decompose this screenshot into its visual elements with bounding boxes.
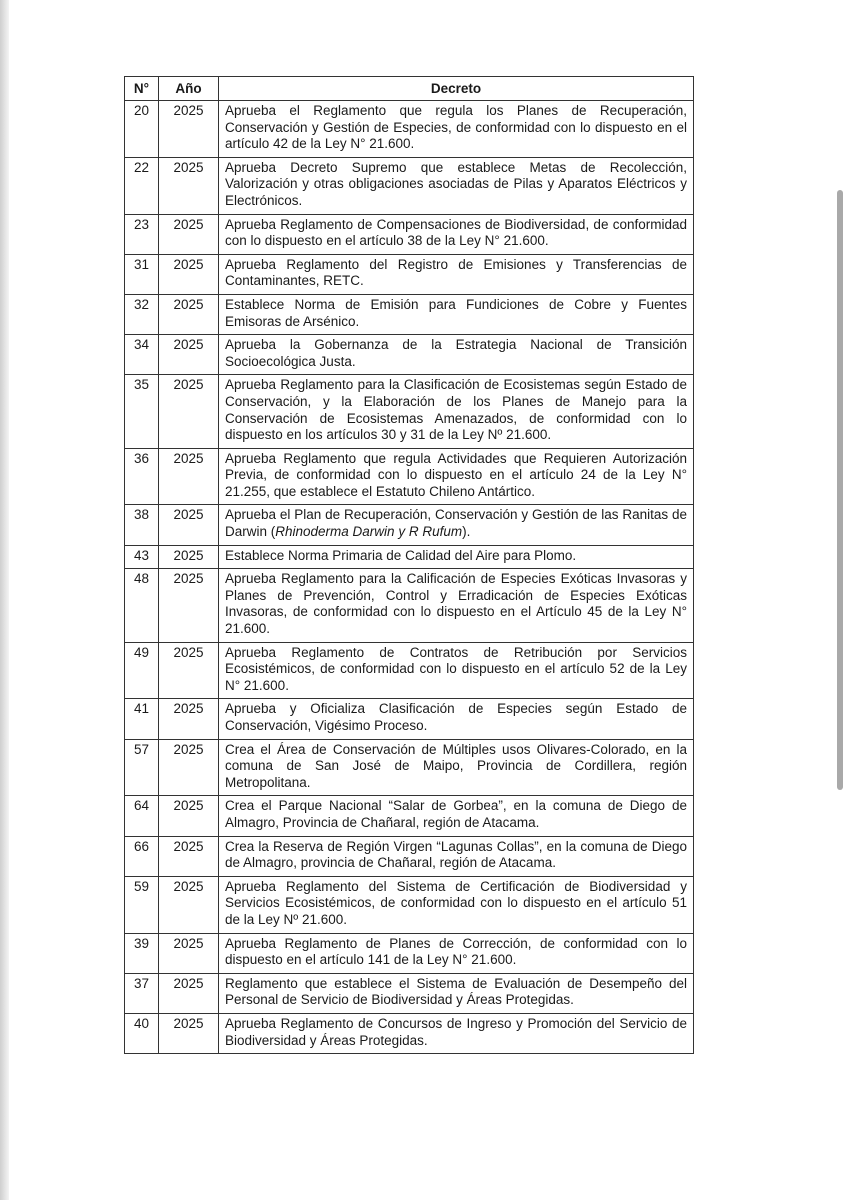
decree-description bbox=[219, 335, 694, 375]
decree-text: Aprueba el Reglamento que regula los Planes de Recuperación, Conservación y Gestión de Especies, de conformidad con lo dispuesto en el artículo 42 de la Ley N° 21.600. bbox=[225, 103, 687, 152]
decree-text: Aprueba Reglamento del Sistema de Certificación de Biodiversidad y Servicios Ecosistémicos, de conformidad con lo dispuesto en el artículo 51 de la Ley Nº 21.600. bbox=[225, 878, 687, 927]
decree-number: 59 bbox=[125, 876, 159, 933]
decree-description bbox=[219, 545, 694, 569]
decree-year: 2025 bbox=[159, 448, 219, 505]
table-header-row bbox=[125, 77, 694, 101]
table-row bbox=[125, 876, 694, 933]
decree-description bbox=[219, 569, 694, 642]
decree-year: 2025 bbox=[159, 214, 219, 254]
decree-year: 2025 bbox=[159, 505, 219, 545]
table-row bbox=[125, 448, 694, 505]
decree-text: Establece Norma de Emisión para Fundiciones de Cobre y Fuentes Emisoras de Arsénico. bbox=[225, 296, 687, 329]
decree-description bbox=[219, 876, 694, 933]
decree-number: 37 bbox=[125, 973, 159, 1013]
table-row bbox=[125, 157, 694, 214]
table-row bbox=[125, 214, 694, 254]
decree-text: Aprueba Reglamento de Compensaciones de Biodiversidad, de conformidad con lo dispuesto en el artículo 38 de la Ley N° 21.600. bbox=[225, 216, 687, 249]
decree-year: 2025 bbox=[159, 1013, 219, 1053]
header-decree: Decreto bbox=[219, 77, 694, 101]
decree-text-end: ). bbox=[462, 524, 471, 540]
table-row bbox=[125, 545, 694, 569]
decree-description bbox=[219, 1013, 694, 1053]
decree-year: 2025 bbox=[159, 157, 219, 214]
decree-year: 2025 bbox=[159, 569, 219, 642]
decree-text: Aprueba Reglamento para la Calificación de Especies Exóticas Invasoras y Planes de Prevención, Control y Erradicación de Especies Exóticas Invasoras, de conformidad con lo dispuesto en el Artículo 45 de la Ley N° 21.600. bbox=[225, 571, 687, 637]
decree-number: 35 bbox=[125, 375, 159, 448]
decree-number: 40 bbox=[125, 1013, 159, 1053]
decree-number: 31 bbox=[125, 254, 159, 294]
decree-number: 66 bbox=[125, 836, 159, 876]
decree-year: 2025 bbox=[159, 973, 219, 1013]
decree-description bbox=[219, 933, 694, 973]
decree-text: Aprueba Decreto Supremo que establece Metas de Recolección, Valorización y otras obligaciones asociadas de Pilas y Aparatos Eléctricos y Electrónicos. bbox=[225, 159, 687, 208]
decree-description bbox=[219, 157, 694, 214]
decree-year: 2025 bbox=[159, 254, 219, 294]
decree-text: Reglamento que establece el Sistema de Evaluación de Desempeño del Personal de Servicio de Biodiversidad y Áreas Protegidas. bbox=[225, 975, 687, 1008]
decree-description bbox=[219, 739, 694, 796]
decree-text: Crea la Reserva de Región Virgen “Lagunas Collas”, en la comuna de Diego de Almagro, provincia de Chañaral, región de Atacama. bbox=[225, 838, 687, 871]
decree-year: 2025 bbox=[159, 836, 219, 876]
table-row bbox=[125, 375, 694, 448]
decree-number: 48 bbox=[125, 569, 159, 642]
decree-text: Crea el Área de Conservación de Múltiples usos Olivares-Colorado, en la comuna de San José de Maipo, Provincia de Cordillera, región Metropolitana. bbox=[225, 741, 687, 790]
table-row bbox=[125, 699, 694, 739]
decree-year: 2025 bbox=[159, 796, 219, 836]
table-row bbox=[125, 294, 694, 334]
decree-text: Aprueba y Oficializa Clasificación de Especies según Estado de Conservación, Vigésimo Proceso. bbox=[225, 701, 687, 733]
decree-year: 2025 bbox=[159, 876, 219, 933]
table-row bbox=[125, 642, 694, 699]
decree-text: Aprueba el Plan de Recuperación, Conservación y Gestión de las Ranitas de Darwin ( bbox=[225, 507, 687, 540]
decree-year: 2025 bbox=[159, 294, 219, 334]
table-row bbox=[125, 101, 694, 158]
decree-description bbox=[219, 375, 694, 448]
decree-description bbox=[219, 505, 694, 545]
decree-text: Establece Norma Primaria de Calidad del Aire para Plomo. bbox=[225, 547, 577, 563]
decree-description bbox=[219, 973, 694, 1013]
table-row bbox=[125, 739, 694, 796]
decree-number: 43 bbox=[125, 545, 159, 569]
decree-year: 2025 bbox=[159, 101, 219, 158]
decree-text: Aprueba Reglamento de Concursos de Ingreso y Promoción del Servicio de Biodiversidad y Áreas Protegidas. bbox=[225, 1015, 687, 1048]
header-number: N° bbox=[125, 77, 159, 101]
header-year: Año bbox=[159, 77, 219, 101]
table-row bbox=[125, 335, 694, 375]
table-row bbox=[125, 569, 694, 642]
table-row bbox=[125, 973, 694, 1013]
decree-number: 64 bbox=[125, 796, 159, 836]
decree-number: 22 bbox=[125, 157, 159, 214]
document-page bbox=[124, 76, 694, 1054]
decree-number: 34 bbox=[125, 335, 159, 375]
decree-number: 57 bbox=[125, 739, 159, 796]
decree-year: 2025 bbox=[159, 933, 219, 973]
decree-number: 39 bbox=[125, 933, 159, 973]
decree-number: 20 bbox=[125, 101, 159, 158]
table-row bbox=[125, 1013, 694, 1053]
decree-text: Aprueba la Gobernanza de la Estrategia Nacional de Transición Socioecológica Justa. bbox=[225, 337, 687, 369]
decree-number: 23 bbox=[125, 214, 159, 254]
table-row bbox=[125, 933, 694, 973]
decree-description bbox=[219, 836, 694, 876]
decree-description bbox=[219, 214, 694, 254]
decree-text: Aprueba Reglamento de Contratos de Retribución por Servicios Ecosistémicos, de conformidad con lo dispuesto en el artículo 52 de la Ley N° 21.600. bbox=[225, 644, 687, 693]
decree-number: 36 bbox=[125, 448, 159, 505]
decree-text: Aprueba Reglamento del Registro de Emisiones y Transferencias de Contaminantes, RETC. bbox=[225, 256, 687, 289]
decree-text-italic: Rhinoderma Darwin y R Rufum bbox=[275, 524, 463, 540]
decree-number: 32 bbox=[125, 294, 159, 334]
table-row bbox=[125, 796, 694, 836]
table-row bbox=[125, 254, 694, 294]
decree-number: 49 bbox=[125, 642, 159, 699]
decree-number: 38 bbox=[125, 505, 159, 545]
decree-text: Aprueba Reglamento que regula Actividades que Requieren Autorización Previa, de conformidad con lo dispuesto en el artículo 24 de la Ley N° 21.255, que establece el Estatuto Chileno Antártico. bbox=[225, 450, 687, 499]
decree-year: 2025 bbox=[159, 699, 219, 739]
decree-description bbox=[219, 796, 694, 836]
table-row bbox=[125, 505, 694, 545]
decree-number: 41 bbox=[125, 699, 159, 739]
table-body bbox=[125, 101, 694, 1054]
decree-text: Crea el Parque Nacional “Salar de Gorbea”, en la comuna de Diego de Almagro, Provincia de Chañaral, región de Atacama. bbox=[225, 798, 687, 830]
decree-description bbox=[219, 294, 694, 334]
decree-description bbox=[219, 642, 694, 699]
table-row bbox=[125, 836, 694, 876]
scrollbar-thumb[interactable] bbox=[837, 190, 843, 790]
decree-text: Aprueba Reglamento para la Clasificación de Ecosistemas según Estado de Conservación, y la Elaboración de los Planes de Manejo para la Conservación de Ecosistemas Amenazados, de conformidad con lo dispuesto en los artículos 30 y 31 de la Ley Nº 21.600. bbox=[225, 377, 687, 443]
decree-year: 2025 bbox=[159, 375, 219, 448]
decrees-table bbox=[124, 76, 694, 1054]
decree-year: 2025 bbox=[159, 642, 219, 699]
decree-description bbox=[219, 448, 694, 505]
decree-description bbox=[219, 699, 694, 739]
decree-year: 2025 bbox=[159, 739, 219, 796]
decree-description bbox=[219, 101, 694, 158]
page-left-edge bbox=[0, 0, 9, 1200]
decree-description bbox=[219, 254, 694, 294]
decree-year: 2025 bbox=[159, 335, 219, 375]
decree-text: Aprueba Reglamento de Planes de Corrección, de conformidad con lo dispuesto en el artículo 141 de la Ley N° 21.600. bbox=[225, 935, 687, 968]
decree-year: 2025 bbox=[159, 545, 219, 569]
